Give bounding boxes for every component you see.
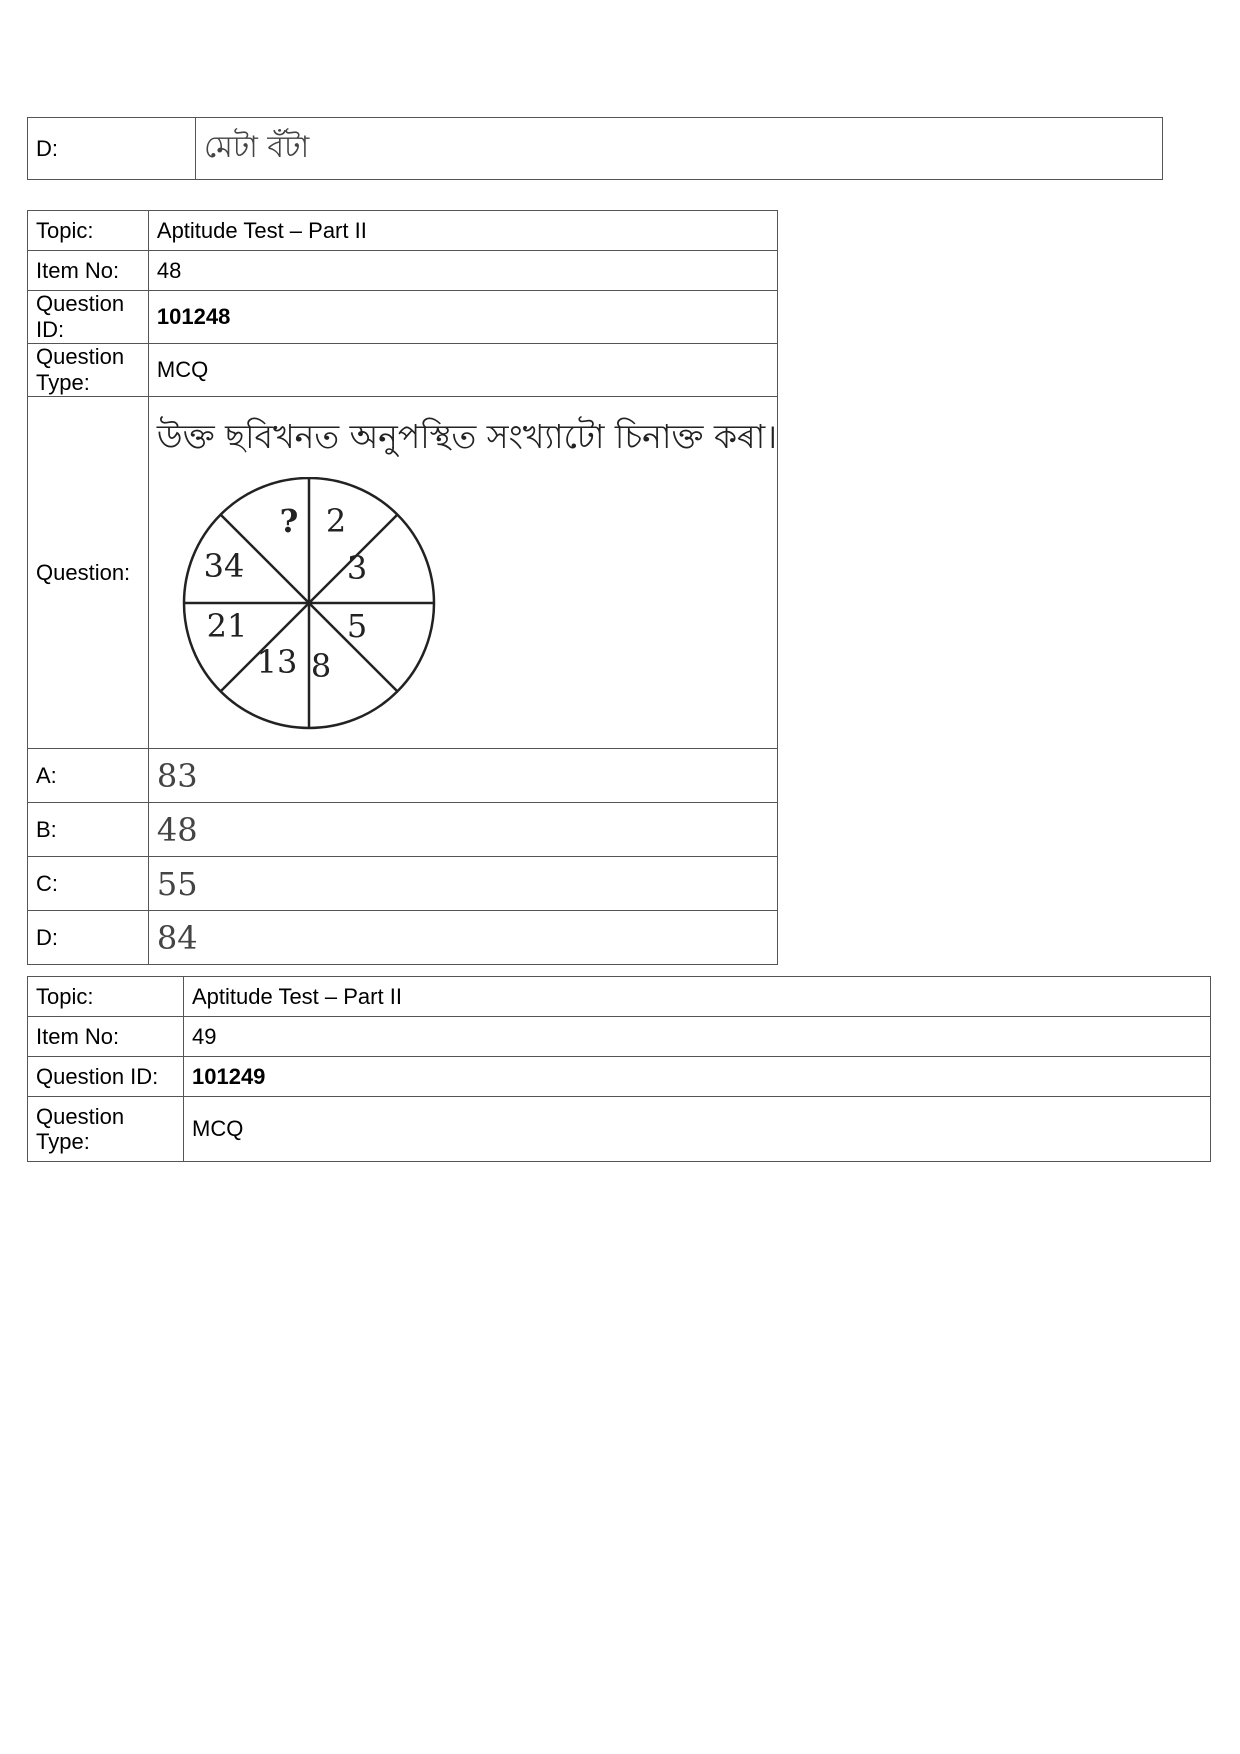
option-value: মেটা বঁটা: [196, 118, 1163, 180]
topic-row: [28, 211, 778, 251]
wheel-number: 21: [206, 607, 248, 645]
wheel-number: 13: [256, 643, 298, 681]
option-row-c: [28, 857, 778, 911]
option-label: D:: [28, 118, 196, 180]
question-id-label: Question ID:: [28, 1057, 184, 1097]
question-id-value: 101248: [148, 291, 777, 344]
question-type-row: [28, 1097, 1211, 1162]
wheel-number-missing: ?: [279, 502, 299, 540]
question-type-label: Question Type:: [28, 1097, 184, 1162]
topic-label: Topic:: [28, 977, 184, 1017]
item-no-label: Item No:: [28, 251, 149, 291]
wheel-number: 34: [203, 547, 245, 585]
question-type-label: Question Type:: [28, 344, 149, 397]
item-no-value: 48: [148, 251, 777, 291]
option-label: D:: [28, 911, 149, 965]
item-no-value: 49: [184, 1017, 1211, 1057]
question-text: উক্ত ছবিখনত অনুপস্থিত সংখ্যাটো চিনাক্ত কৰা।: [156, 417, 777, 456]
question-id-value: 101249: [184, 1057, 1211, 1097]
option-label: A:: [28, 749, 149, 803]
question-id-row: [28, 1057, 1211, 1097]
previous-item-table: [27, 117, 1163, 180]
question-row: [28, 397, 778, 749]
topic-label: Topic:: [28, 211, 149, 251]
question-type-value: MCQ: [148, 344, 777, 397]
wheel-number: 5: [346, 607, 368, 645]
wheel-number: 8: [310, 647, 332, 685]
wheel-number: 2: [325, 502, 347, 540]
option-value: 48: [148, 803, 777, 857]
option-value: 83: [148, 749, 777, 803]
option-value: 84: [148, 911, 777, 965]
option-value: 55: [148, 857, 777, 911]
wheel-spokes: [184, 478, 434, 728]
question-table-49: [27, 976, 1211, 1162]
question-label: Question:: [28, 397, 149, 749]
option-label: C:: [28, 857, 149, 911]
question-id-label: Question ID:: [28, 291, 149, 344]
item-no-row: [28, 251, 778, 291]
option-label: B:: [28, 803, 149, 857]
wheel-number: 3: [346, 549, 368, 587]
option-row-b: [28, 803, 778, 857]
option-row-d: [28, 911, 778, 965]
question-type-row: [28, 344, 778, 397]
option-row-d: [28, 118, 1163, 180]
topic-row: [28, 977, 1211, 1017]
question-id-row: [28, 291, 778, 344]
question-type-value: MCQ: [184, 1097, 1211, 1162]
item-no-row: [28, 1017, 1211, 1057]
item-no-label: Item No:: [28, 1017, 184, 1057]
topic-value: Aptitude Test – Part II: [184, 977, 1211, 1017]
topic-value: Aptitude Test – Part II: [148, 211, 777, 251]
option-row-a: [28, 749, 778, 803]
question-content: [148, 397, 777, 749]
question-table-48: [27, 210, 778, 965]
number-wheel-figure: [169, 477, 449, 747]
